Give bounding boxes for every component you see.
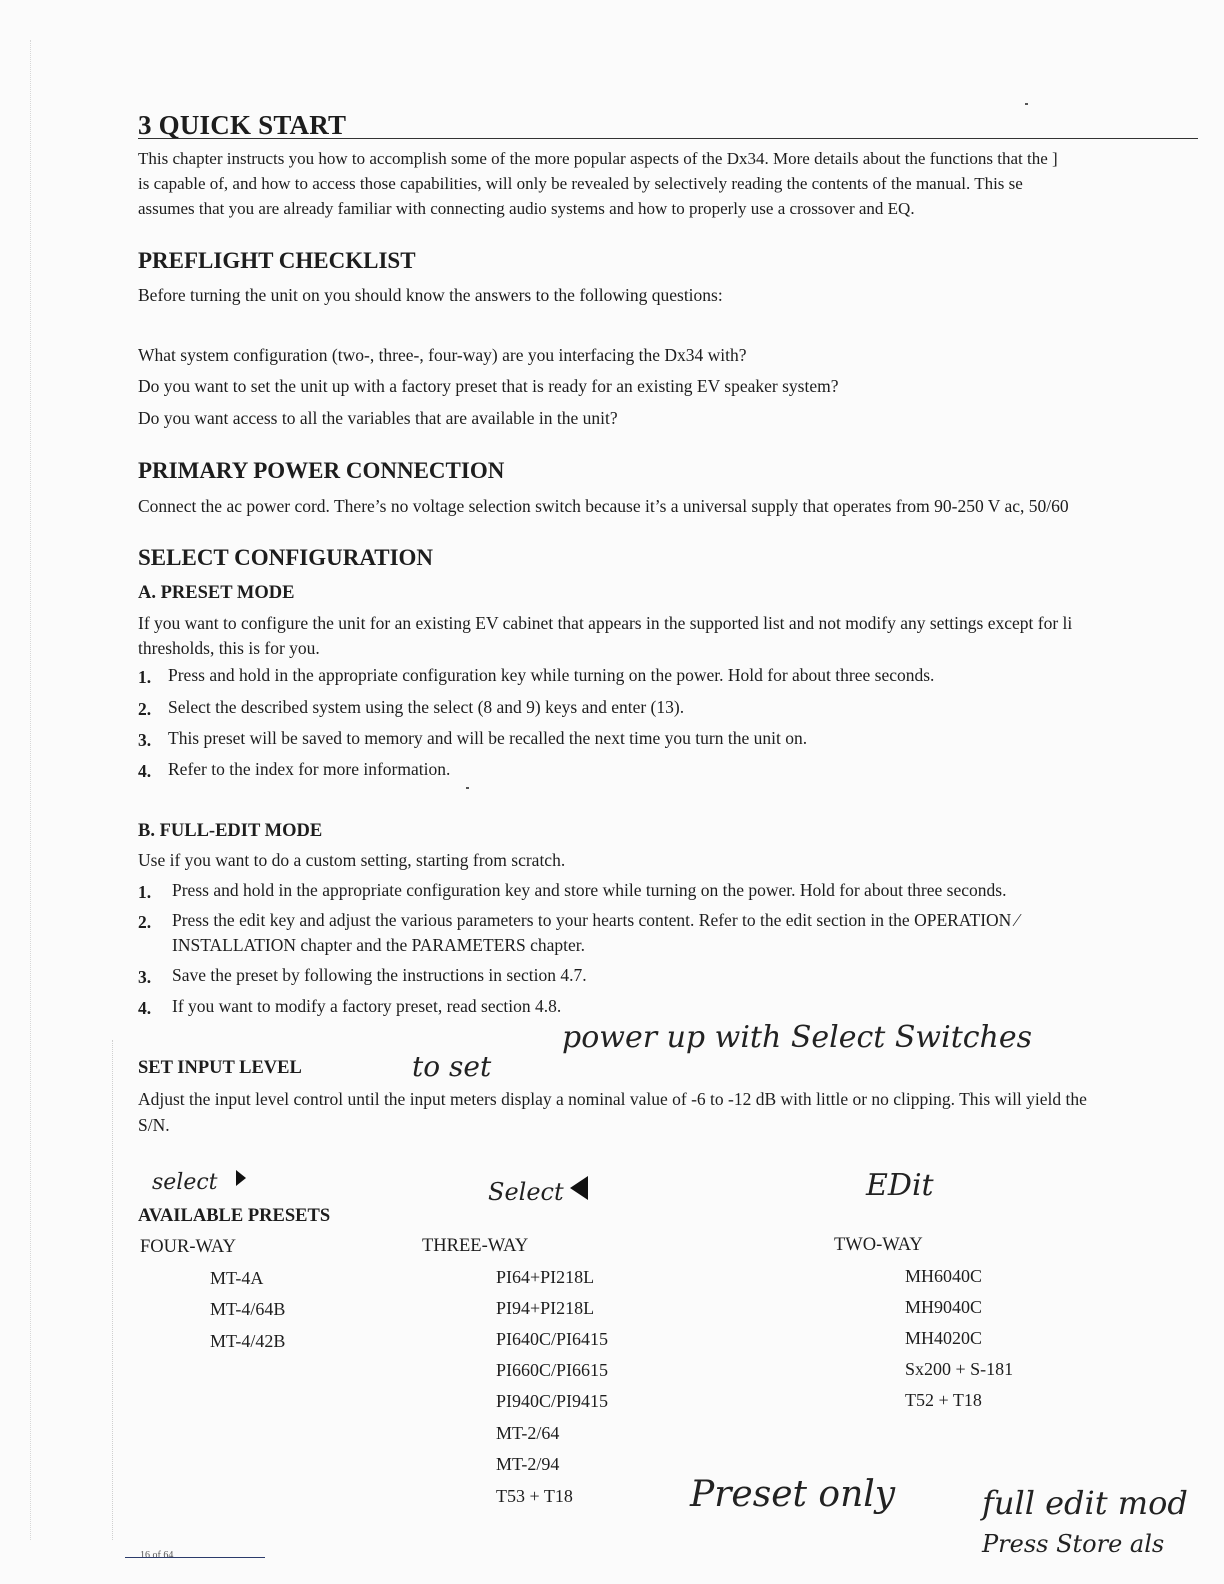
footer-rule	[125, 1557, 265, 1558]
step-text: Save the preset by following the instructions in section 4.7.	[172, 965, 587, 985]
step-text: This preset will be saved to memory and will be recalled the next time you turn the unit on.	[168, 728, 808, 748]
scan-edge-artifact	[30, 40, 39, 1540]
preflight-lead: Before turning the unit on you should know the answers to the following questions:	[138, 285, 723, 305]
handwritten-note: power up with Select Switches	[562, 1020, 1033, 1055]
preset-item: MT-4/42B	[210, 1331, 286, 1351]
step-number: 3.	[138, 730, 152, 750]
step-number: 1.	[138, 882, 152, 902]
step-number: 4.	[138, 761, 152, 781]
scan-edge-artifact	[112, 1040, 117, 1540]
preset-item: MT-4/64B	[210, 1299, 286, 1319]
preset-item: PI64+PI218L	[496, 1267, 595, 1287]
step-text: Refer to the index for more information.	[168, 759, 451, 779]
full-edit-heading: B. FULL-EDIT MODE	[138, 821, 323, 841]
step-text: Press and hold in the appropriate configuration key and store while turning on the power. Hold for about three seconds.	[172, 880, 1007, 900]
title-rule	[138, 138, 1198, 139]
intro-line: is capable of, and how to access those capabilities, will only be revealed by selectively reading the contents of the manual. This se	[138, 174, 1023, 193]
preset-item: MT-2/94	[496, 1454, 560, 1474]
preflight-question: Do you want to set the unit up with a factory preset that is ready for an existing EV speaker system?	[138, 376, 839, 396]
preset-item: T52 + T18	[905, 1390, 982, 1410]
step-text: If you want to modify a factory preset, read section 4.8.	[172, 996, 562, 1016]
step-number: 4.	[138, 998, 152, 1018]
handwritten-note: Select	[488, 1178, 564, 1206]
preset-mode-text: thresholds, this is for you.	[138, 638, 320, 658]
power-text: Connect the ac power cord. There’s no voltage selection switch because it’s a universal supply that operates from 90-250 V ac, 50/60	[138, 496, 1069, 516]
preset-item: T53 + T18	[496, 1486, 573, 1506]
step-text: Press the edit key and adjust the various parameters to your hearts content. Refer to the edit section in the OPERATION ⁄	[172, 910, 1019, 930]
right-arrow-icon	[236, 1170, 246, 1186]
preset-item: PI640C/PI6415	[496, 1329, 609, 1349]
handwritten-note: full edit mod	[982, 1484, 1188, 1522]
step-text: Select the described system using the select (8 and 9) keys and enter (13).	[168, 697, 685, 717]
scan-speck	[466, 787, 469, 789]
intro-line: This chapter instructs you how to accomplish some of the more popular aspects of the Dx34. More details about the functions that the ]	[138, 149, 1058, 168]
three-way-label: THREE-WAY	[422, 1236, 529, 1256]
left-arrow-icon	[570, 1176, 588, 1200]
two-way-label: TWO-WAY	[834, 1235, 923, 1255]
preset-mode-heading: A. PRESET MODE	[138, 583, 295, 603]
scan-speck	[1025, 103, 1028, 105]
handwritten-note: Press Store als	[982, 1530, 1165, 1558]
handwritten-note: Preset only	[690, 1474, 896, 1515]
step-text: Press and hold in the appropriate configuration key while turning on the power. Hold for about three seconds.	[168, 665, 935, 685]
preset-item: PI94+PI218L	[496, 1298, 595, 1318]
step-number: 2.	[138, 912, 152, 932]
handwritten-note: to set	[412, 1050, 492, 1083]
preset-item: MH6040C	[905, 1266, 983, 1286]
preflight-question: What system configuration (two-, three-, four-way) are you interfacing the Dx34 with?	[138, 345, 747, 365]
preset-item: MH9040C	[905, 1297, 983, 1317]
handwritten-note: select	[152, 1170, 218, 1195]
step-number: 1.	[138, 667, 152, 687]
preset-item: Sx200 + S-181	[905, 1359, 1014, 1379]
preset-item: PI660C/PI6615	[496, 1360, 609, 1380]
intro-line: assumes that you are already familiar with connecting audio systems and how to properly use a crossover and EQ.	[138, 199, 915, 218]
step-text-continued: INSTALLATION chapter and the PARAMETERS chapter.	[172, 935, 586, 955]
power-heading: PRIMARY POWER CONNECTION	[138, 458, 505, 483]
input-level-heading: SET INPUT LEVEL	[138, 1058, 302, 1078]
page-number: 16 of 64	[140, 1550, 174, 1561]
preset-item: MT-2/64	[496, 1423, 560, 1443]
input-level-text: Adjust the input level control until the input meters display a nominal value of -6 to -12 dB with little or no clipping. This will yield the	[138, 1089, 1087, 1109]
step-number: 3.	[138, 967, 152, 987]
preset-mode-text: If you want to configure the unit for an existing EV cabinet that appears in the supported list and not modify any settings except for li	[138, 613, 1073, 633]
preflight-heading: PREFLIGHT CHECKLIST	[138, 248, 416, 273]
preflight-question: Do you want access to all the variables that are available in the unit?	[138, 408, 618, 428]
chapter-title: 3 QUICK START	[138, 110, 347, 140]
presets-heading: AVAILABLE PRESETS	[138, 1206, 331, 1226]
input-level-text: S/N.	[138, 1115, 170, 1135]
preset-item: MT-4A	[210, 1268, 264, 1288]
preset-item: MH4020C	[905, 1328, 983, 1348]
config-heading: SELECT CONFIGURATION	[138, 545, 434, 570]
step-number: 2.	[138, 699, 152, 719]
full-edit-text: Use if you want to do a custom setting, starting from scratch.	[138, 850, 566, 870]
handwritten-note: EDit	[866, 1168, 934, 1203]
preset-item: PI940C/PI9415	[496, 1391, 609, 1411]
four-way-label: FOUR-WAY	[140, 1237, 236, 1257]
